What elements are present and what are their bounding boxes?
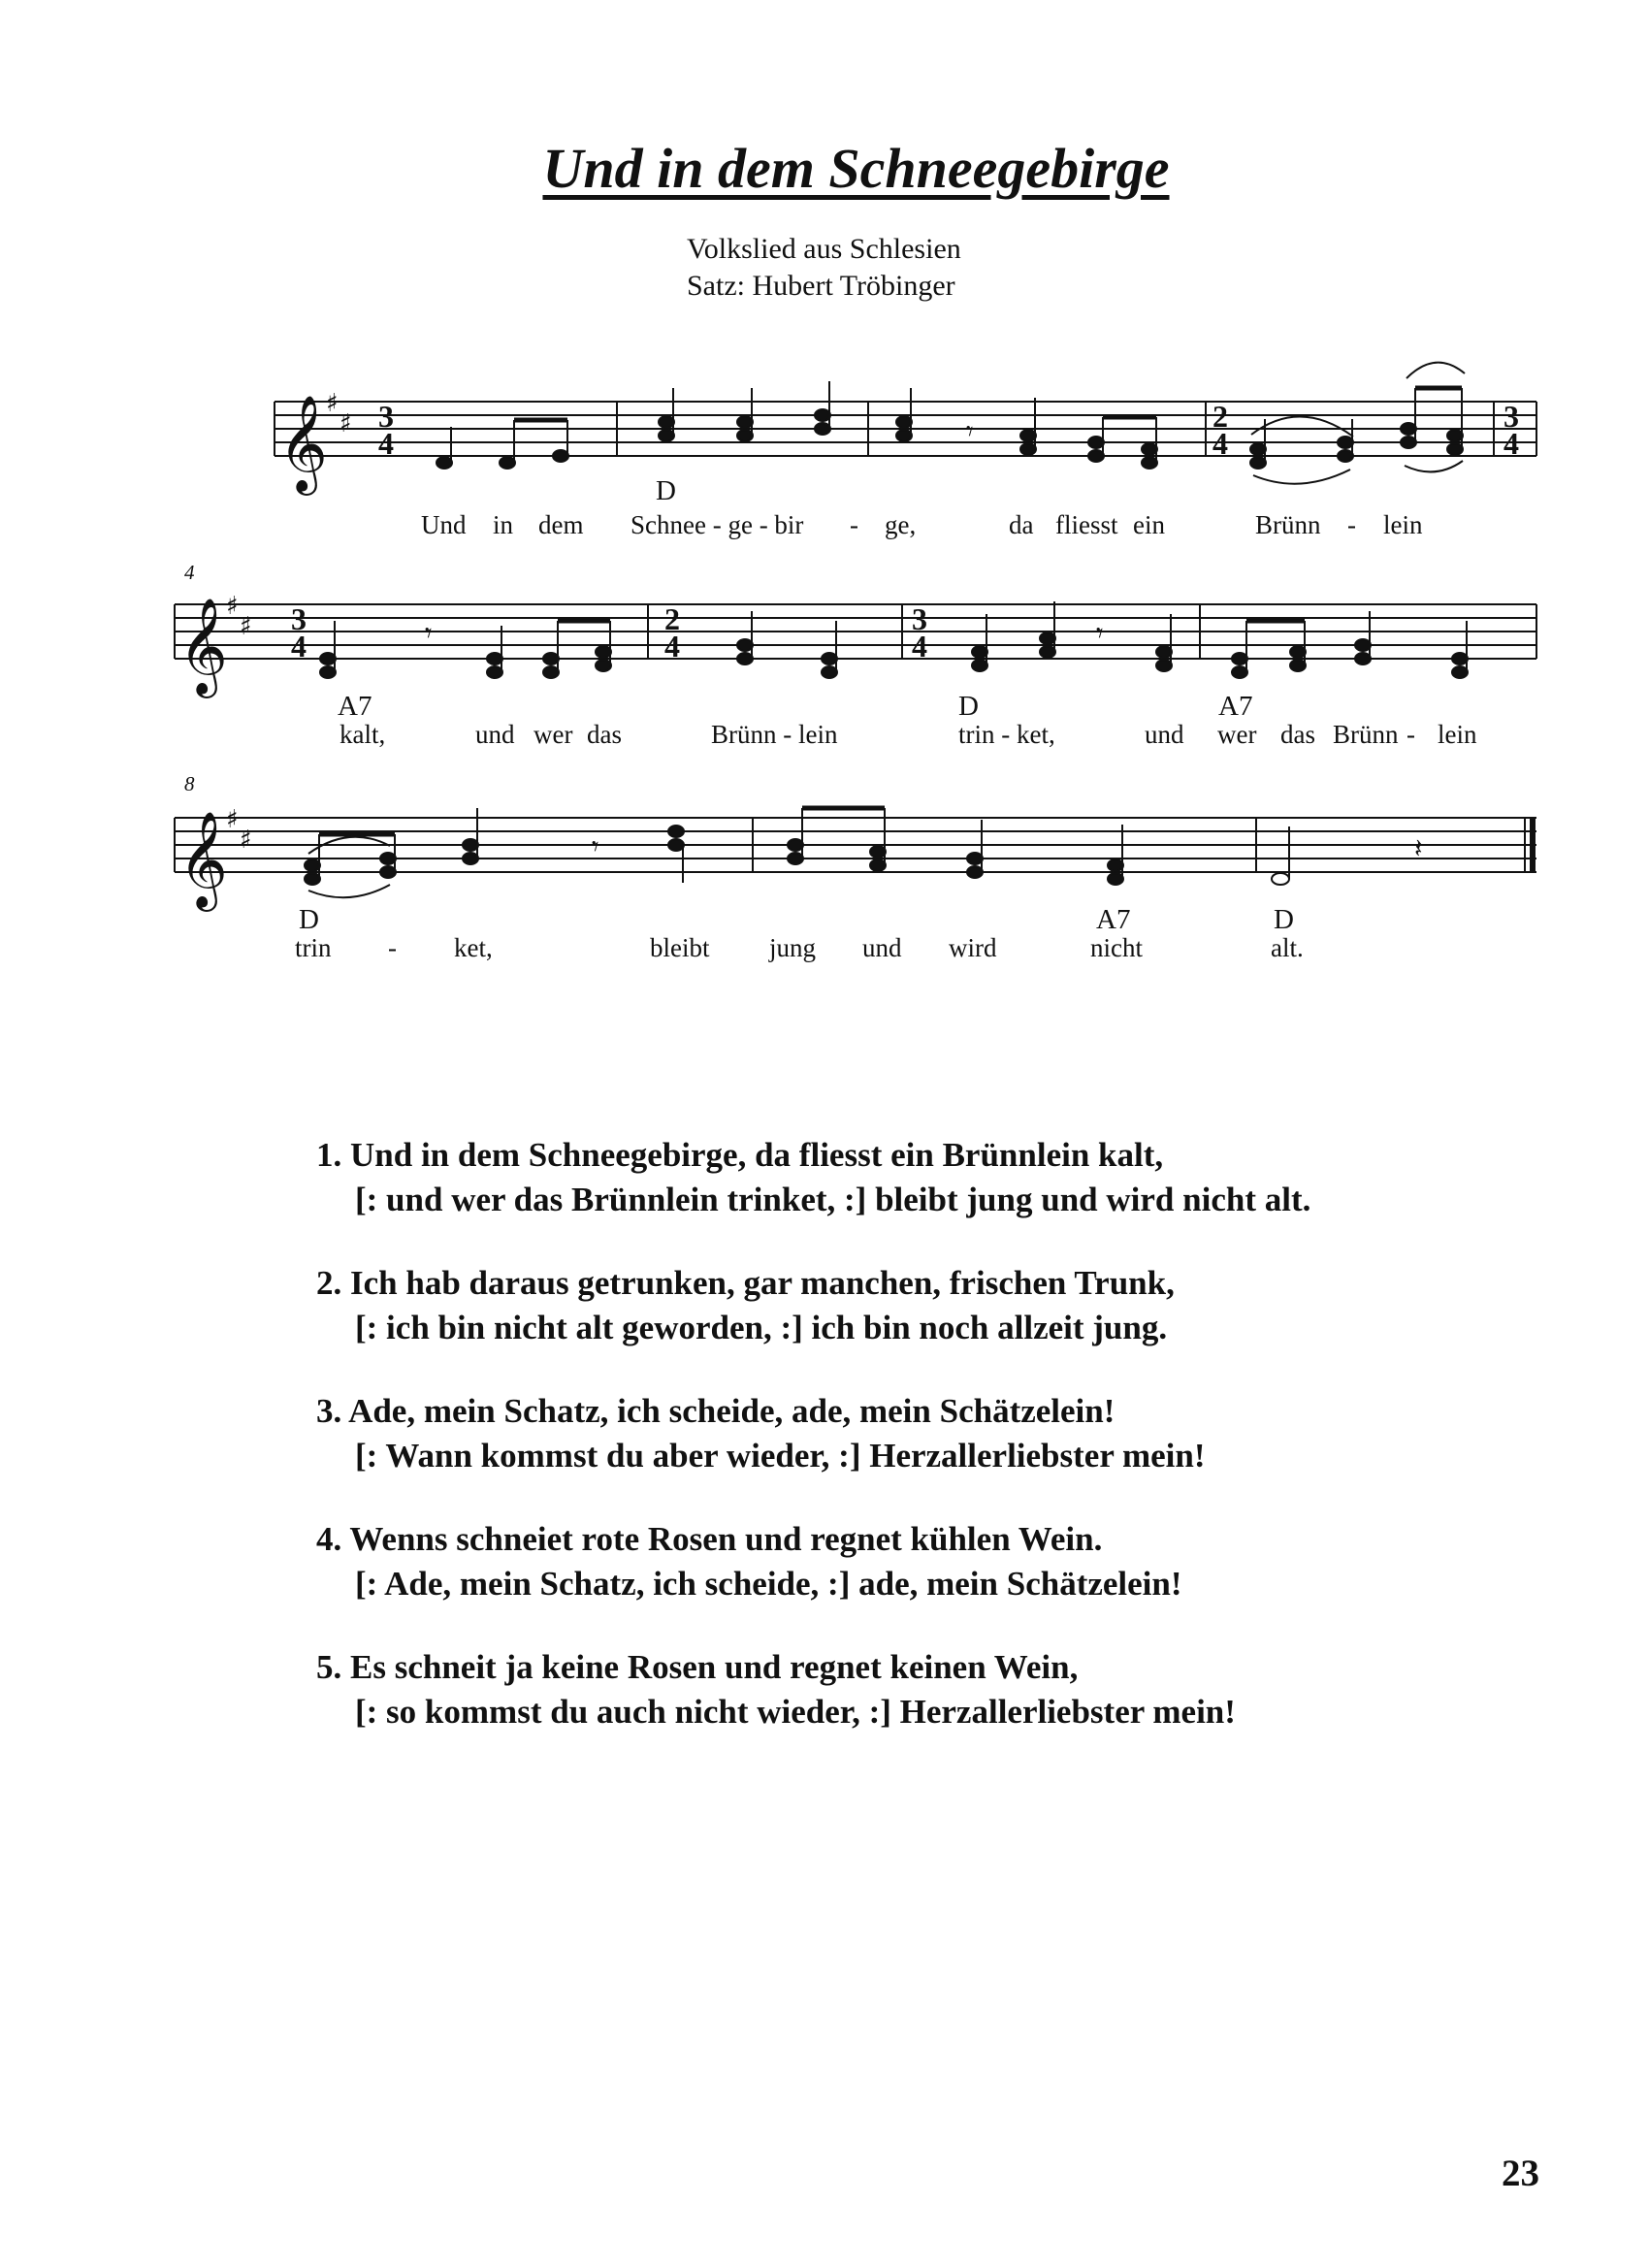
note-head <box>1040 646 1055 658</box>
verse-line: [: so kommst du auch nicht wieder, :] Herzallerliebster mein! <box>355 1693 1236 1731</box>
lyric: da <box>1009 510 1034 539</box>
lyric: und <box>475 720 515 749</box>
lyric: und <box>1145 720 1184 749</box>
chord-symbol: D <box>958 691 979 722</box>
verse-line: 1. Und in dem Schneegebirge, da fliesst ein Brünnlein kalt, <box>316 1136 1164 1174</box>
slur <box>308 885 390 897</box>
staff-line <box>175 818 1536 872</box>
note-head <box>737 653 753 664</box>
treble-clef-icon: 𝄞 <box>178 598 228 695</box>
note-head <box>1447 443 1463 455</box>
note-head <box>896 430 912 441</box>
chord-symbol: D <box>1274 904 1294 935</box>
note-head <box>543 666 559 678</box>
eighth-rest-icon: 𝄾 <box>966 415 974 447</box>
time-signature-top: 3 <box>291 601 307 636</box>
sharp-icon: ♯ <box>240 612 252 641</box>
lyric: Brünn <box>1255 510 1321 539</box>
slur <box>1253 470 1350 484</box>
lyric: ge, <box>885 510 917 539</box>
note-head <box>788 853 803 864</box>
lyric: wer <box>1217 720 1257 749</box>
sharp-icon: ♯ <box>326 389 339 418</box>
lyric: ein <box>1133 510 1165 539</box>
lyric: wird <box>949 933 997 962</box>
note-head <box>822 666 837 678</box>
sharp-icon: ♯ <box>226 592 239 621</box>
verse-3 <box>316 1389 1206 1478</box>
slur <box>1406 363 1465 378</box>
note-head <box>305 873 320 885</box>
lyric: und <box>862 933 902 962</box>
note-head <box>1290 660 1306 671</box>
note-head <box>1452 666 1468 678</box>
verse-1 <box>316 1133 1310 1222</box>
note-head <box>500 457 515 469</box>
lyric: in <box>493 510 514 539</box>
eighth-rest-icon: 𝄾 <box>1096 617 1104 649</box>
lyric: das <box>587 720 622 749</box>
verse-line: 4. Wenns schneiet rote Rosen und regnet kühlen Wein. <box>316 1520 1103 1558</box>
lyric: - <box>1347 510 1356 539</box>
note-head <box>815 423 830 435</box>
note-head <box>1250 457 1266 469</box>
note-head <box>1232 666 1247 678</box>
note-head <box>463 853 478 864</box>
verse-line: 2. Ich hab daraus getrunken, gar manchen, frischen Trunk, <box>316 1264 1175 1302</box>
time-signature-bottom: 4 <box>1504 426 1519 461</box>
verse-line: [: Wann kommst du aber wieder, :] Herzallerliebster mein! <box>355 1437 1206 1474</box>
lyric: Und <box>421 510 467 539</box>
lyric: lein <box>1438 720 1477 749</box>
verse-5 <box>316 1645 1236 1734</box>
time-signature-top: 3 <box>378 399 394 434</box>
time-signature-bottom: 4 <box>1212 426 1228 461</box>
time-signature-bottom: 4 <box>664 629 680 664</box>
time-signature-top: 2 <box>1212 399 1228 434</box>
time-signature-bottom: 4 <box>291 629 307 664</box>
subtitle-origin: Volkslied aus Schlesien <box>687 233 961 265</box>
note-head <box>1142 457 1157 469</box>
note-head <box>668 839 684 851</box>
verse-line: 5. Es schneit ja keine Rosen und regnet keinen Wein, <box>316 1648 1079 1686</box>
note-head <box>870 859 886 871</box>
chord-symbol: A7 <box>338 691 372 722</box>
verse-line: [: und wer das Brünnlein trinket, :] bleibt jung und wird nicht alt. <box>355 1181 1311 1218</box>
slur <box>1251 416 1353 437</box>
note-head <box>1156 660 1172 671</box>
lyric: Brünn - lein <box>711 720 838 749</box>
note-head <box>1355 653 1371 664</box>
lyric: dem <box>538 510 584 539</box>
note-head <box>436 457 452 469</box>
lyric: jung <box>769 933 817 962</box>
eighth-rest-icon: 𝄾 <box>592 830 599 862</box>
lyric: nicht <box>1090 933 1143 962</box>
time-signature-bottom: 4 <box>378 426 394 461</box>
treble-clef-icon: 𝄞 <box>278 395 328 492</box>
chord-symbol: A7 <box>1096 904 1131 935</box>
verse-line: 3. Ade, mein Schatz, ich scheide, ade, mein Schätzelein! <box>316 1392 1116 1430</box>
lyric: Schnee - ge - bir <box>630 510 804 539</box>
verse-line: [: ich bin nicht alt geworden, :] ich bin noch allzeit jung. <box>355 1309 1168 1346</box>
note-head <box>659 430 674 441</box>
lyric: kalt, <box>340 720 386 749</box>
lyric: bleibt <box>650 933 710 962</box>
note-head <box>1108 873 1123 885</box>
lyric: - <box>1406 720 1415 749</box>
sharp-icon: ♯ <box>240 826 252 855</box>
lyric: alt. <box>1271 933 1304 962</box>
staff-line <box>175 604 1536 659</box>
measure-number: 4 <box>184 561 195 584</box>
chord-symbol: D <box>656 475 676 506</box>
note-head <box>320 666 336 678</box>
time-signature-top: 2 <box>664 601 680 636</box>
song-title: Und in dem Schneegebirge <box>542 137 1170 200</box>
measure-number: 8 <box>184 772 195 795</box>
verse-line: [: Ade, mein Schatz, ich scheide, :] ade, mein Schätzelein! <box>355 1565 1182 1603</box>
treble-clef-icon: 𝄞 <box>178 811 228 908</box>
lyric: trin - ket, <box>958 720 1055 749</box>
time-signature-top: 3 <box>912 601 927 636</box>
note-head <box>1401 437 1416 448</box>
note-head <box>380 866 396 878</box>
slur <box>1405 461 1463 471</box>
note-head <box>596 660 611 671</box>
chord-symbol: A7 <box>1218 691 1253 722</box>
note-head <box>967 866 983 878</box>
lyric: Brünn <box>1333 720 1399 749</box>
eighth-rest-icon: 𝄾 <box>425 617 433 649</box>
lyric: - <box>388 933 397 962</box>
verse-4 <box>316 1517 1182 1606</box>
sharp-icon: ♯ <box>340 409 352 438</box>
lyric: ket, <box>454 933 493 962</box>
note-head <box>972 660 987 671</box>
verse-2 <box>316 1261 1175 1350</box>
sharp-icon: ♯ <box>226 805 239 834</box>
lyric: wer <box>534 720 573 749</box>
lyric: trin <box>295 933 332 962</box>
lyric: das <box>1280 720 1315 749</box>
subtitle-arrangement: Satz: Hubert Tröbinger <box>687 270 955 302</box>
half-note-head <box>1272 873 1289 885</box>
time-signature-bottom: 4 <box>912 629 927 664</box>
time-signature-top: 3 <box>1504 399 1519 434</box>
lyric: lein <box>1383 510 1423 539</box>
chord-symbol: D <box>299 904 319 935</box>
page-number: 23 <box>1502 2153 1539 2194</box>
note-head <box>1250 443 1266 455</box>
lyric: fliesst <box>1055 510 1118 539</box>
note-head <box>1088 450 1104 462</box>
quarter-rest-icon: 𝄽 <box>1414 832 1423 864</box>
note-head <box>737 430 753 441</box>
note-head <box>1020 443 1036 455</box>
note-head <box>487 666 502 678</box>
lyric: - <box>850 510 858 539</box>
